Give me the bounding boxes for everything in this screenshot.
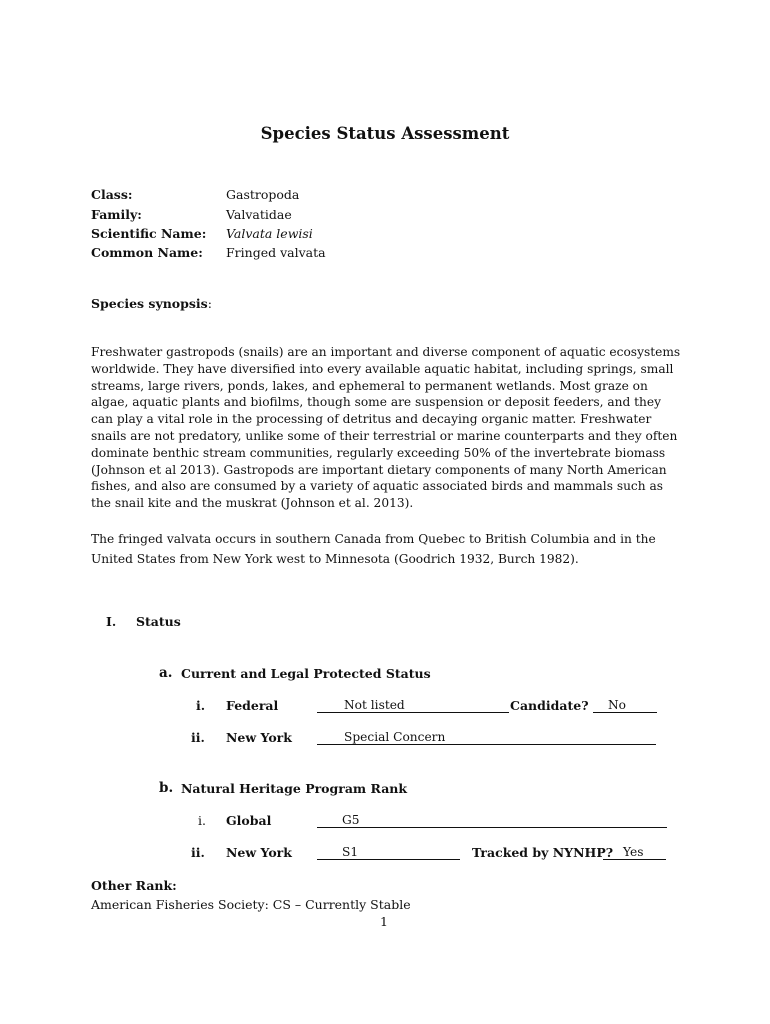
ny-legal-status-field xyxy=(317,730,656,745)
candidate-label: Candidate? xyxy=(510,698,589,713)
subsection-b-letter: b. xyxy=(159,780,174,796)
scientific-name-value: Valvata lewisi xyxy=(226,226,313,241)
synopsis-heading-colon: : xyxy=(207,296,212,311)
federal-status-value: Not listed xyxy=(344,698,405,712)
global-rank-field xyxy=(317,813,667,828)
subsection-b-heading: Natural Heritage Program Rank xyxy=(181,781,408,796)
page-title: Species Status Assessment xyxy=(260,124,510,143)
ny-rank-value: S1 xyxy=(342,845,359,859)
common-name-value: Fringed valvata xyxy=(226,245,326,260)
tracked-label: Tracked by NYNHP? xyxy=(472,845,614,860)
candidate-value: No xyxy=(608,698,627,712)
section-heading: Status xyxy=(136,614,181,629)
ny-legal-numeral: ii. xyxy=(191,730,205,745)
tracked-field xyxy=(603,845,666,860)
class-label: Class: xyxy=(91,187,133,202)
class-value: Gastropoda xyxy=(226,187,300,202)
subsection-a-heading: Current and Legal Protected Status xyxy=(181,666,431,681)
candidate-field xyxy=(593,698,657,713)
scientific-name-label: Scientific Name: xyxy=(91,226,207,241)
family-label: Family: xyxy=(91,207,142,222)
family-value: Valvatidae xyxy=(226,207,292,222)
federal-status-field xyxy=(317,698,509,713)
ny-legal-status-value: Special Concern xyxy=(344,730,446,744)
synopsis-heading-text: Species synopsis xyxy=(91,296,208,311)
page-number: 1 xyxy=(380,914,388,929)
ny-rank-numeral: ii. xyxy=(191,845,205,860)
common-name-label: Common Name: xyxy=(91,245,203,260)
synopsis-heading xyxy=(91,296,212,311)
global-numeral: i. xyxy=(198,813,206,828)
ny-rank-label: New York xyxy=(226,845,292,860)
section-numeral: I. xyxy=(106,614,117,629)
federal-numeral: i. xyxy=(196,698,206,713)
other-rank-heading: Other Rank: xyxy=(91,878,177,893)
global-rank-value: G5 xyxy=(342,813,360,827)
ny-rank-field xyxy=(317,845,460,860)
ny-legal-label: New York xyxy=(226,730,292,745)
synopsis-paragraph-1: Freshwater gastropods (snails) are an important and diverse component of aquatic ecosystems worldwide. They have diversified into every available aquatic habitat, including springs, small streams, large rivers, ponds, lakes, and ephemeral to permanent wetlands. Most graze on algae, aquatic plants and biofilms, though some are suspension or deposit feeders, and they can play a vital role in the processing of detritus and decaying organic matter. Freshwater snails are not predatory, unlike some of their terrestrial or marine counterparts and they often dominate benthic stream communities, regularly exceeding 50% of the invertebrate biomass (Johnson et al 2013). Gastropods are important dietary components of many North American fishes, and also are consumed by a variety of aquatic associated birds and mammals such as the snail kite and the muskrat (Johnson et al. 2013). xyxy=(91,345,681,511)
other-rank-text: American Fisheries Society: CS – Currently Stable xyxy=(91,897,411,912)
global-label: Global xyxy=(226,813,272,828)
tracked-value: Yes xyxy=(623,845,644,859)
synopsis-paragraph-2: The fringed valvata occurs in southern Canada from Quebec to British Columbia and in the United States from New York west to Minnesota (Goodrich 1932, Burch 1982). xyxy=(91,532,656,566)
subsection-a-letter: a. xyxy=(159,665,173,681)
federal-label: Federal xyxy=(226,698,279,713)
